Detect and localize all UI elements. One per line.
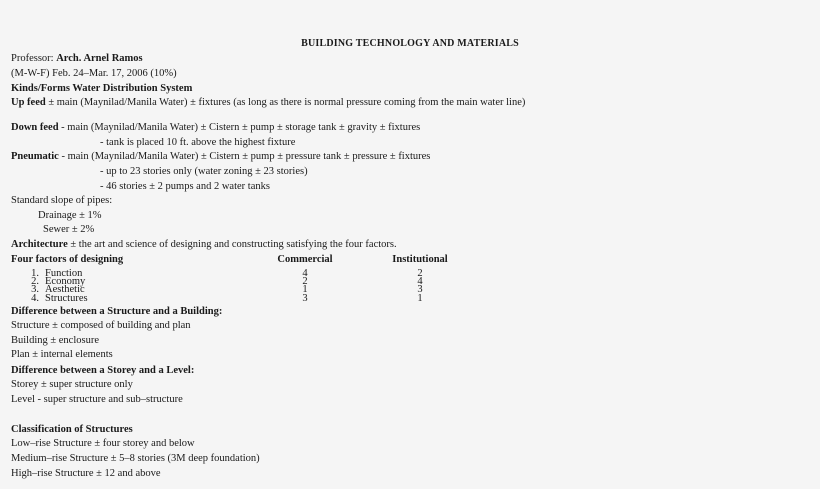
- diff-structure-line-3: Plan ± internal elements: [11, 349, 113, 360]
- professor-line: [11, 53, 143, 65]
- table-row: [11, 295, 475, 303]
- institutional-value: 4: [417, 276, 423, 288]
- professor-name: Arch. Arnel Ramos: [56, 53, 143, 64]
- architecture-line: [11, 239, 397, 251]
- commercial-value: 4: [302, 268, 308, 279]
- factors-header-label: Four factors of designing: [11, 254, 124, 265]
- row-number: 4.: [31, 292, 39, 304]
- factor-name: Structures: [45, 292, 88, 304]
- institutional-value: 3: [417, 284, 423, 296]
- diff-structure-line-2: Building ± enclosure: [11, 335, 99, 346]
- factor-name: Aesthetic: [45, 284, 85, 296]
- commercial-value: 2: [302, 276, 308, 288]
- pneumatic-line: [11, 151, 430, 163]
- water-distribution-heading-text: Kinds/Forms Water Distribution System: [11, 83, 193, 94]
- factors-table: [11, 254, 475, 303]
- classification-heading-text: Classification of Structures: [11, 424, 133, 435]
- row-number: 1.: [31, 268, 39, 279]
- architecture-text: ± the art and science of designing and constructing satisfying the four factors.: [67, 239, 397, 250]
- slope-drainage: Drainage ± 1%: [38, 210, 102, 221]
- row-number: 2.: [31, 276, 39, 288]
- row-number: 3.: [31, 284, 39, 296]
- document-title: BUILDING TECHNOLOGY AND MATERIALS: [301, 38, 519, 49]
- classification-line-2: Medium–rise Structure ± 5–8 stories (3M deep foundation): [11, 453, 260, 464]
- water-distribution-heading: [11, 83, 192, 95]
- institutional-value: 2: [417, 268, 423, 279]
- commercial-value: 3: [302, 292, 308, 304]
- upfeed-line: [11, 98, 811, 108]
- upfeed-text: ± main (Maynilad/Manila Water) ± fixtures (as long as there is normal pressure coming from the main water line): [45, 97, 526, 108]
- architecture-term: Architecture: [11, 239, 68, 250]
- factors-header-institutional: Institutional: [392, 254, 448, 265]
- downfeed-line: [11, 122, 420, 134]
- slope-heading: Standard slope of pipes:: [11, 195, 113, 206]
- pneumatic-term: Pneumatic: [11, 151, 59, 162]
- diff-storey-heading-text: Difference between a Storey and a Level:: [11, 365, 195, 376]
- factor-name: Function: [45, 268, 83, 279]
- pneumatic-note-2: - 46 stories ± 2 pumps and 2 water tanks: [100, 181, 270, 192]
- professor-label: Professor:: [11, 53, 54, 64]
- diff-structure-heading-text: Difference between a Structure and a Building:: [11, 306, 223, 317]
- slope-sewer: Sewer ± 2%: [43, 224, 95, 235]
- diff-storey-heading: [11, 365, 194, 377]
- diff-structure-line-1: Structure ± composed of building and plan: [11, 320, 191, 331]
- institutional-value: 1: [417, 292, 423, 304]
- diff-structure-heading: [11, 306, 222, 318]
- classification-line-3: High–rise Structure ± 12 and above: [11, 468, 161, 479]
- downfeed-text: - main (Maynilad/Manila Water) ± Cistern ± pump ± storage tank ± gravity ± fixtures: [58, 122, 421, 133]
- factors-header-commercial: Commercial: [277, 254, 333, 265]
- pneumatic-note-1: - up to 23 stories only (water zoning ± 23 stories): [100, 166, 308, 177]
- classification-heading: [11, 424, 133, 436]
- schedule-line: (M-W-F) Feb. 24–Mar. 17, 2006 (10%): [11, 68, 177, 79]
- upfeed-term: Up feed: [11, 97, 46, 108]
- factor-name: Economy: [45, 276, 86, 288]
- diff-storey-line-1: Storey ± super structure only: [11, 379, 133, 390]
- commercial-value: 1: [302, 284, 308, 296]
- diff-storey-line-2: Level - super structure and sub–structure: [11, 394, 183, 405]
- downfeed-note: - tank is placed 10 ft. above the highest fixture: [100, 137, 296, 148]
- classification-line-1: Low–rise Structure ± four storey and below: [11, 438, 195, 449]
- downfeed-term: Down feed: [11, 122, 59, 133]
- pneumatic-text: - main (Maynilad/Manila Water) ± Cistern ± pump ± pressure tank ± pressure ± fixtures: [58, 151, 431, 162]
